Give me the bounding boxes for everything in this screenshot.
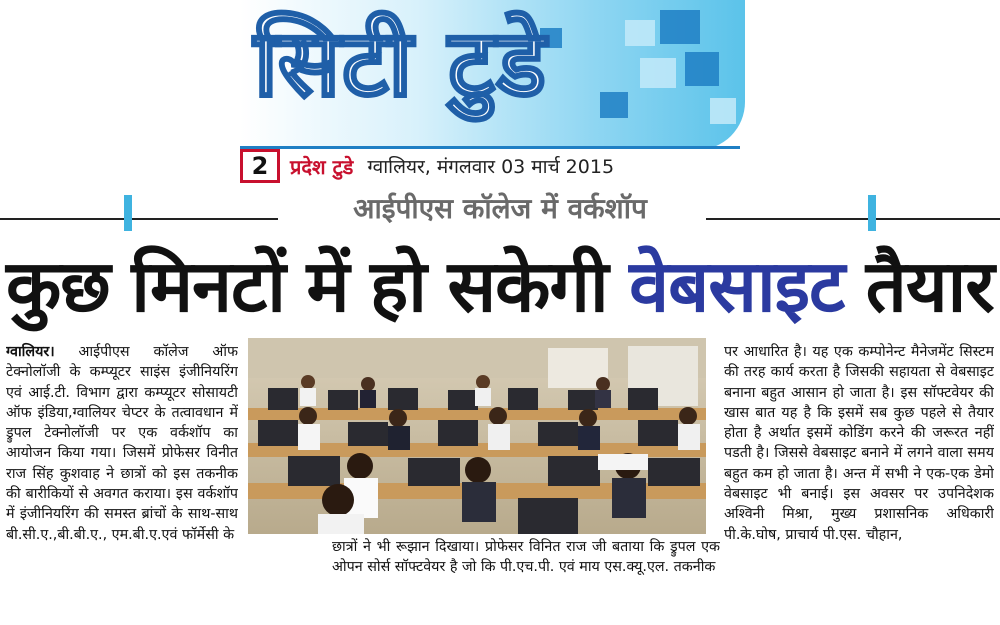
workshop-photo — [248, 338, 706, 534]
dateline: ग्वालियर, मंगलवार 03 मार्च 2015 — [367, 156, 615, 178]
page-number: 2 — [240, 149, 280, 183]
masthead-title: सिटी टुडे — [254, 10, 548, 117]
article-headline — [0, 238, 1000, 334]
masthead-infobar — [240, 146, 740, 183]
article-column-2 — [332, 537, 720, 622]
column-2-text: छात्रों ने भी रूझान दिखाया। प्रोफेसर विनित राज जी बताया कि ड्रुपल एक ओपन सोर्स सॉफ्टवेयर है जो कि पी.एच.पी. एवं माय एस.क्यू.एल. तकनीक — [332, 539, 720, 576]
dateline-place: ग्वालियर। — [6, 344, 55, 360]
article-column-3 — [724, 342, 994, 622]
article-column-1 — [6, 342, 238, 622]
masthead-banner — [240, 0, 745, 150]
headline-part1: कुछ मिनटों में हो सकेगी — [6, 244, 630, 328]
headline-part2: तैयार — [844, 244, 994, 328]
computer-lab-image — [248, 338, 706, 534]
column-1-text: आईपीएस कॉलेज ऑफ टेक्नोलॉजी के कम्प्यूटर साइंस इंजीनियरिंग एवं आई.टी. विभाग द्वारा कम्प्यूटर सोसायटी ऑफ इंडिया,ग्वालियर चेप्टर के तत्वावधान में ड्रुपल टेक्नोलॉजी पर एक वर्कशॉप का आयोजन किया गया। जिसमें प्रोफेसर विनीत राज सिंह कुशवाह ने छात्रों को इस तकनीक की बारीकियों से अवगत कराया। इस वर्कशॉप में इंजीनियरिंग की समस्त ब्रांचों के साथ-साथ बी.सी.ए.,बी.बी.ए., एम.बी.ए.एवं फॉर्मेसी के — [6, 344, 238, 543]
section-name: प्रदेश टुडे — [290, 154, 354, 179]
headline-highlight: वेबसाइट — [629, 244, 845, 328]
article-kicker: आईपीएस कॉलेज में वर्कशॉप — [353, 192, 647, 225]
column-3-text: पर आधारित है। यह एक कम्पोनेन्ट मैनेजमेंट सिस्टम की तरह कार्य करता है जिसकी सहायता से वेबसाइट बनाना बहुत आसान हो जाता है। इस सॉफ्टवेयर की खास बात यह है कि इसमें सब कुछ पहले से तैयार होता है अर्थात इसमें कोडिंग करने की जरूरत नहीं पडती है। जिससे वेबसाइट बनाने में लगने वाला समय बहुत कम हो जाता है। अन्त में सभी ने एक-एक डेमो वेबसाइट भी बनाई। इस अवसर पर उपनिदेशक अश्विनी मिश्रा, मुख्य प्रशासनिक अधिकारी पी.के.घोष, प्राचार्य पी.एस. चौहान, — [724, 344, 994, 543]
